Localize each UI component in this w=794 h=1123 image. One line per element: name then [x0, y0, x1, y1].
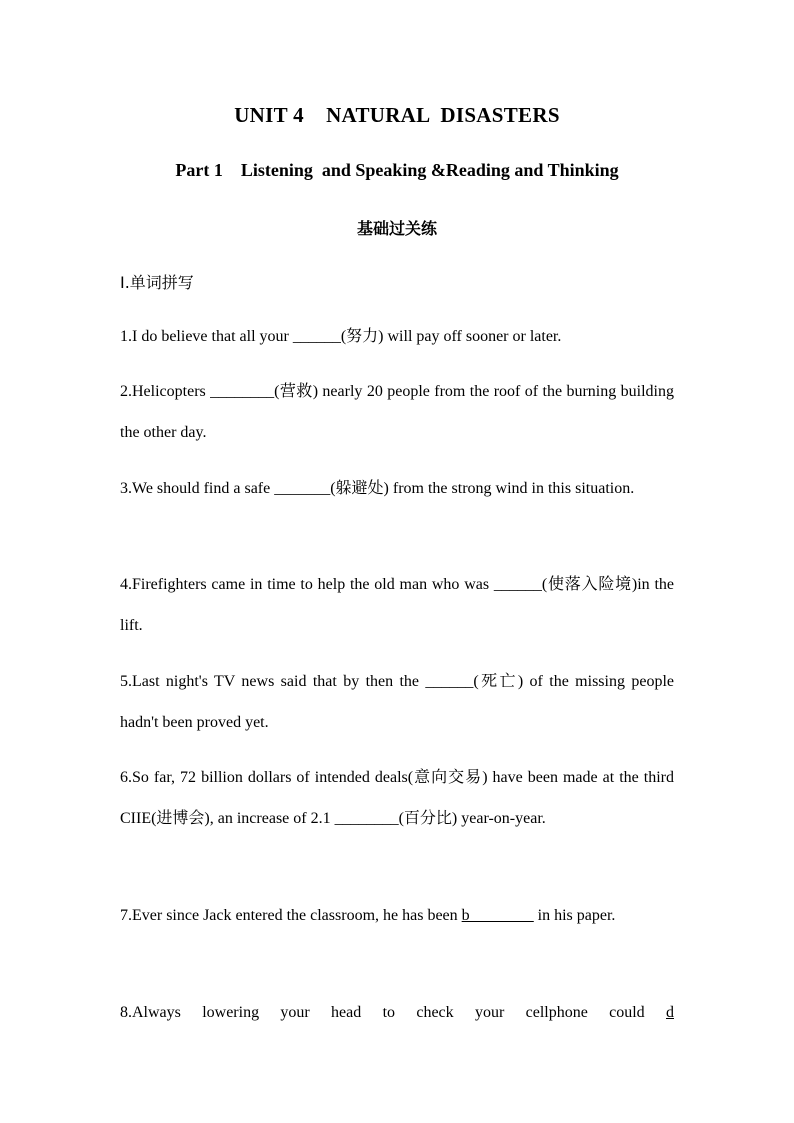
exercise-section-label: Ⅰ.单词拼写: [120, 273, 194, 292]
question-number: 8.: [120, 1004, 132, 1021]
page-subtitle: Part 1 Listening and Speaking &Reading and Thinking: [175, 160, 619, 180]
question-number: 6.: [120, 769, 132, 786]
page-title: UNIT 4 NATURAL DISASTERS: [234, 103, 560, 127]
question-2: [120, 371, 674, 453]
question-4: [120, 564, 674, 646]
answer-blank: b________: [461, 907, 534, 924]
question-number: 3.: [120, 480, 132, 497]
question-text: Last night's TV news said that by then the ______(死亡) of the missing people hadn't been proved yet.: [120, 673, 674, 731]
answer-blank: d: [666, 1004, 674, 1021]
question-number: 5.: [120, 673, 132, 690]
question-number: 4.: [120, 576, 132, 593]
question-text: I do believe that all your ______(努力) will pay off sooner or later.: [132, 328, 562, 345]
question-1: [120, 316, 674, 357]
question-text-end: in his paper.: [533, 907, 616, 924]
section-heading: 基础过关练: [356, 219, 437, 238]
question-6: [120, 757, 674, 839]
question-text: We should find a safe _______(躲避处) from the strong wind in this situation.: [132, 480, 635, 497]
question-text: So far, 72 billion dollars of intended deals(意向交易) have been made at the third CIIE(进博会), an increase of 2.1 ________(百分比) year-on-year.: [120, 769, 674, 827]
question-number: 2.: [120, 383, 132, 400]
question-7: [120, 895, 674, 936]
question-number: 7.: [120, 907, 132, 924]
question-text: Firefighters came in time to help the old man who was ______(使落入险境)in the lift.: [120, 576, 674, 634]
question-text: Always lowering your head to check your cellphone could: [132, 1004, 666, 1021]
question-8: [120, 992, 674, 1033]
question-text: Helicopters ________(营救) nearly 20 people from the roof of the burning building the other day.: [120, 383, 674, 441]
question-5: [120, 661, 674, 743]
question-text: Ever since Jack entered the classroom, he has been: [132, 907, 462, 924]
question-number: 1.: [120, 328, 132, 345]
question-3: [120, 468, 674, 509]
